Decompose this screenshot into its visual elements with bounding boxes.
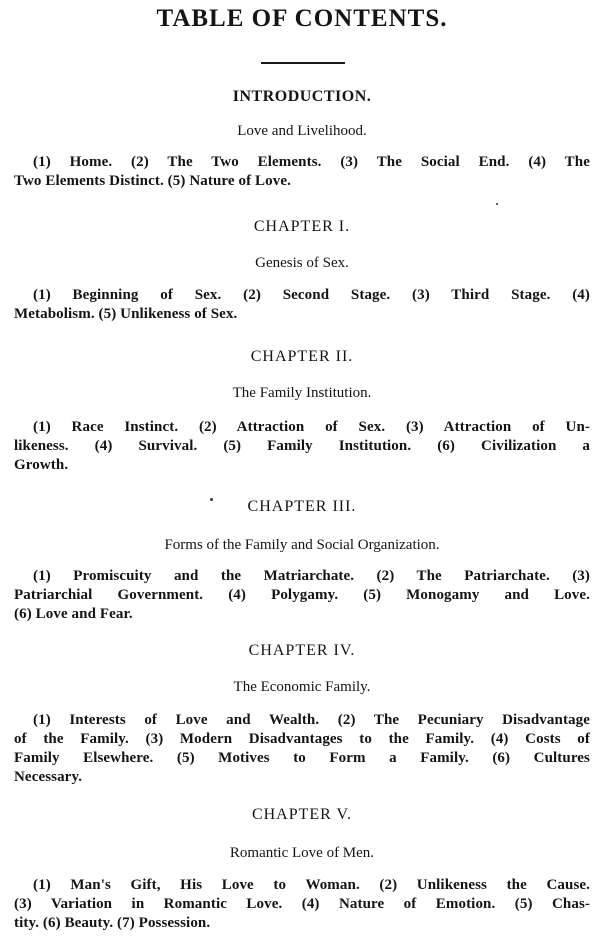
scan-speck <box>210 498 213 501</box>
chapter-heading-1: CHAPTER I. <box>253 218 351 235</box>
contents-line: Family Elsewhere. (5) Motives to Form a Family. (6) Cultures <box>14 750 590 766</box>
contents-line: (1) Race Instinct. (2) Attraction of Sex. (3) Attraction of Un- <box>33 419 590 435</box>
contents-line: Growth. <box>14 457 69 473</box>
chapter-subtitle-5: Romantic Love of Men. <box>229 845 375 861</box>
contents-line: (1) Beginning of Sex. (2) Second Stage. (3) Third Stage. (4) <box>33 287 590 303</box>
section-heading-introduction: INTRODUCTION. <box>232 88 372 105</box>
chapter-subtitle-3: Forms of the Family and Social Organization. <box>164 537 440 553</box>
contents-line: Necessary. <box>14 769 83 785</box>
contents-line: tity. (6) Beauty. (7) Possession. <box>14 915 211 931</box>
contents-line: (1) Home. (2) The Two Elements. (3) The Social End. (4) The <box>33 154 590 170</box>
chapter-heading-4: CHAPTER IV. <box>248 642 356 659</box>
title-rule <box>261 62 345 64</box>
chapter-contents-3 <box>14 567 590 624</box>
contents-line: Patriarchial Government. (4) Polygamy. (5) Monogamy and Love. <box>14 587 590 603</box>
contents-line: (1) Interests of Love and Wealth. (2) The Pecuniary Disadvantage <box>33 712 590 728</box>
chapter-subtitle-4: The Economic Family. <box>233 679 371 695</box>
contents-line: likeness. (4) Survival. (5) Family Institution. (6) Civilization a <box>14 438 590 454</box>
section-subtitle-introduction: Love and Livelihood. <box>237 123 367 139</box>
contents-line: of the Family. (3) Modern Disadvantages to the Family. (4) Costs of <box>14 731 590 747</box>
contents-line: Metabolism. (5) Unlikeness of Sex. <box>14 306 238 322</box>
contents-line: Two Elements Distinct. (5) Nature of Love. <box>14 173 291 189</box>
contents-line: (3) Variation in Romantic Love. (4) Nature of Emotion. (5) Chas- <box>14 896 590 912</box>
contents-line: (1) Promiscuity and the Matriarchate. (2) The Patriarchate. (3) <box>33 568 590 584</box>
contents-line: (1) Man's Gift, His Love to Woman. (2) Unlikeness the Cause. <box>33 877 590 893</box>
contents-line: (6) Love and Fear. <box>14 606 133 622</box>
page-title: TABLE OF CONTENTS. <box>156 5 448 32</box>
chapter-subtitle-1: Genesis of Sex. <box>255 255 349 271</box>
chapter-contents-2 <box>14 418 590 475</box>
chapter-heading-3: CHAPTER III. <box>247 498 357 515</box>
chapter-heading-2: CHAPTER II. <box>250 348 354 365</box>
chapter-contents-1 <box>14 286 590 324</box>
chapter-contents-5 <box>14 876 590 933</box>
chapter-heading-5: CHAPTER V. <box>251 806 353 823</box>
scan-speck <box>496 203 498 205</box>
chapter-contents-4 <box>14 711 590 787</box>
section-contents-introduction <box>14 153 590 191</box>
chapter-subtitle-2: The Family Institution. <box>232 385 372 401</box>
